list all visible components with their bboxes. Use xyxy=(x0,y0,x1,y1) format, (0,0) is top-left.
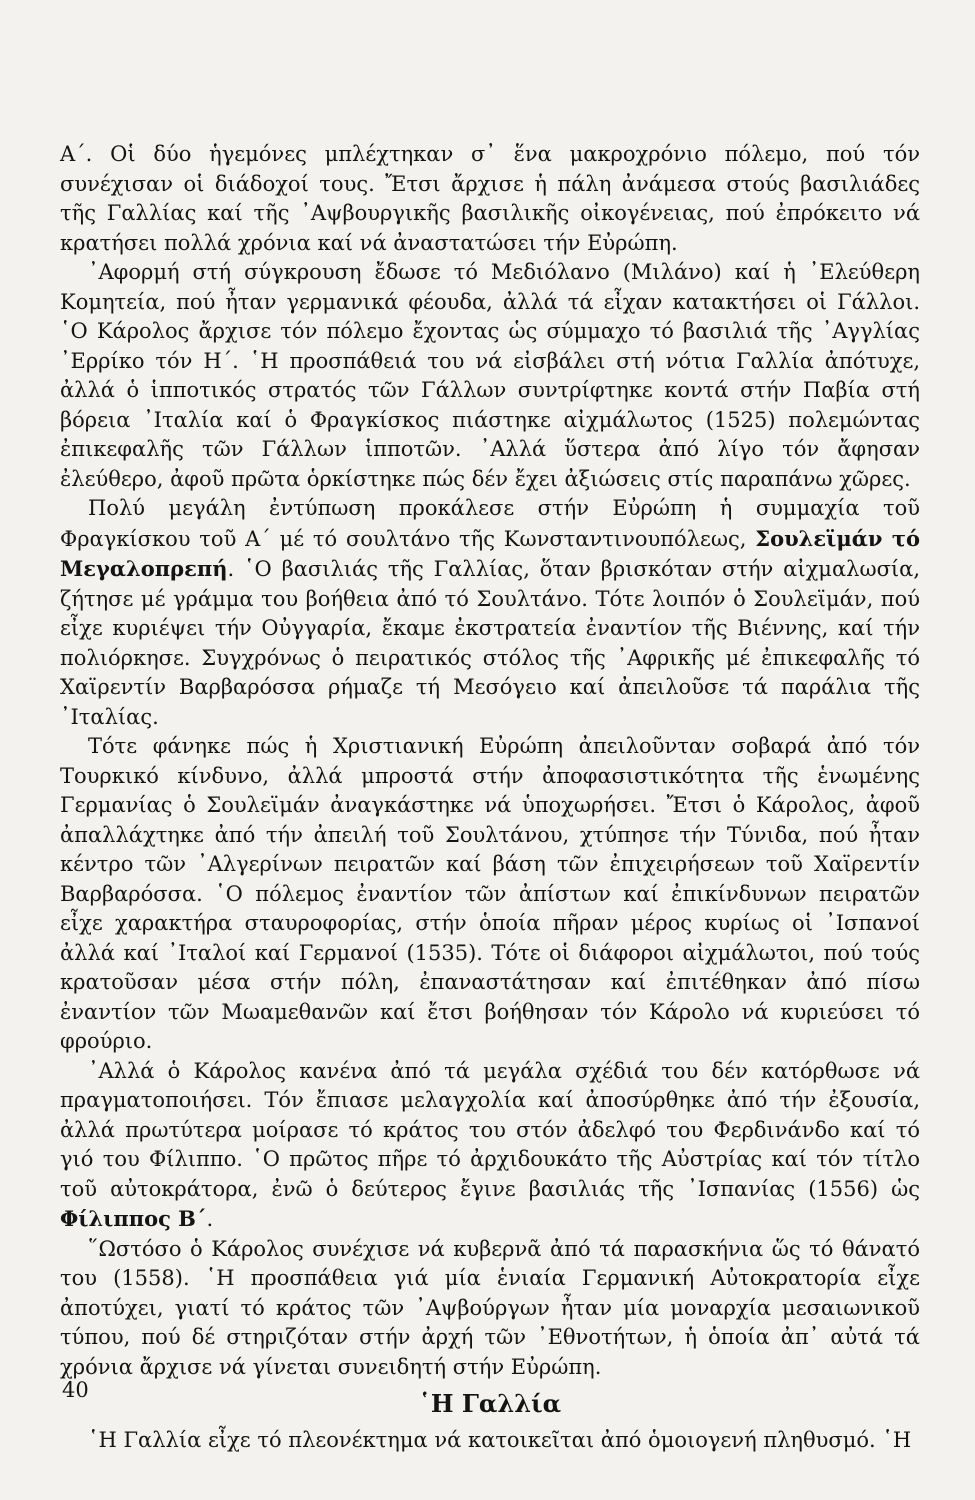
paragraph-5-text-a: ᾽Αλλά ὁ Κάρολος κανένα ἀπό τά μεγάλα σχέδιά του δέν κατόρθωσε νά πραγματοποιήσει. Τόν ἔπιασε μελαγχολία καί ἀποσύρθηκε ἀπό τήν ἐξουσία, ἀλλά πρωτύτερα μοίρασε τό κράτος του στόν ἀδελφό του Φερδινάνδο καί τό γιό του Φίλιππο. ῾Ο πρῶτος πῆρε τό ἀρχιδουκάτο τῆς Αὐστρίας καί τόν τίτλο τοῦ αὐτοκράτορα, ἐνῶ ὁ δεύτερος ἔγινε βασιλιάς τῆς ᾽Ισπανίας (1556) ὡς xyxy=(60,1058,920,1201)
paragraph-3 xyxy=(60,494,920,732)
page-body xyxy=(60,140,920,1456)
paragraph-3-text-b: . ῾Ο βασιλιάς τῆς Γαλλίας, ὅταν βρισκόταν στήν αἰχμαλωσία, ζήτησε μέ γράμμα του βοήθεια ἀπό τό Σουλτάνο. Τότε λοιπόν ὁ Σουλεϊμάν, πού εἶχε κυριέψει τήν Οὐγγαρία, ἔκαμε ἐκστρατεία ἐναντίον τῆς Βιέννης, καί τήν πολιόρκησε. Συγχρόνως ὁ πειρατικός στόλος τῆς ᾽Αφρικῆς μέ ἐπικεφαλῆς τό Χαϊρεντίν Βαρβαρόσσα ρήμαζε τή Μεσόγειο καί ἀπειλοῦσε τά παράλια τῆς ᾽Ιταλίας. xyxy=(60,557,920,729)
paragraph-2: ᾽Αφορμή στή σύγκρουση ἔδωσε τό Μεδιόλανο (Μιλάνο) καί ἡ ᾽Ελεύθερη Κομητεία, πού ἦταν γερμανικά φέουδα, ἀλλά τά εἶχαν κατακτήσει οἱ Γάλλοι. ῾Ο Κάρολος ἄρχισε τόν πόλεμο ἔχοντας ὡς σύμμαχο τό βασιλιά τῆς ᾽Αγγλίας ᾽Ερρίκο τόν Η΄. ῾Η προσπάθειά του νά εἰσβάλει στή νότια Γαλλία ἀπότυχε, ἀλλά ὁ ἱπποτικός στρατός τῶν Γάλλων συντρίφτηκε κοντά στήν Παβία στή βόρεια ᾽Ιταλία καί ὁ Φραγκίσκος πιάστηκε αἰχμάλωτος (1525) πολεμώντας ἐπικεφαλῆς τῶν Γάλλων ἱπποτῶν. ᾽Αλλά ὕστερα ἀπό λίγο τόν ἄφησαν ἐλεύθερο, ἀφοῦ πρῶτα ὁρκίστηκε πώς δέν ἔχει ἀξιώσεις στίς παραπάνω χῶρες. xyxy=(60,260,920,491)
paragraph-3-text-a: Πολύ μεγάλη ἐντύπωση προκάλεσε στήν Εὐρώπη ἡ συμμαχία τοῦ Φραγκίσκου τοῦ Α΄ μέ τό σουλτάνο τῆς Κωνσταντινουπόλεως, xyxy=(60,496,920,551)
section-heading-france: ῾Η Γαλλία xyxy=(418,1389,562,1418)
paragraph-6: ῞Ωστόσο ὁ Κάρολος συνέχισε νά κυβερνᾶ ἀπό τά παρασκήνια ὥς τό θάνατό του (1558). ῾Η προσπάθεια γιά μία ἑνιαία Γερμανική Αὐτοκρατορία εἶχε ἀποτύχει, γιατί τό κράτος τῶν ᾽Αψβούργων ἦταν μία μοναρχία μεσαιωνικοῦ τύπου, πού δέ στηριζόταν στήν ἀρχή τῶν ᾽Εθνοτήτων, ἡ ὁποία ἀπ᾽ αὐτά τά χρόνια ἄρχισε νά γίνεται συνειδητή στήν Εὐρώπη. xyxy=(60,1236,920,1379)
philip-name: Φίλιππος Β΄ xyxy=(60,1206,207,1231)
paragraph-5-text-b: . xyxy=(206,1207,214,1231)
paragraph-1: Α΄. Οἱ δύο ἡγεμόνες μπλέχτηκαν σ᾽ ἕνα μακροχρόνιο πόλεμο, πού τόν συνέχισαν οἱ διάδοχοί τους. Ἔτσι ἄρχισε ἡ πάλη ἀνάμεσα στούς βασιλιάδες τῆς Γαλλίας καί τῆς ᾽Αψβουργικῆς βασιλικῆς οἰκογένειας, πού ἐπρόκειτο νά κρατήσει πολλά χρόνια καί νά ἀναστατώσει τήν Εὐρώπη. xyxy=(60,142,920,255)
paragraph-7: ῾Η Γαλλία εἶχε τό πλεονέκτημα νά κατοικεῖται ἀπό ὁμοιογενή πληθυσμό. ῾Η xyxy=(88,1428,912,1452)
paragraph-4: Τότε φάνηκε πώς ἡ Χριστιανική Εὐρώπη ἀπειλοῦνταν σοβαρά ἀπό τόν Τουρκικό κίνδυνο, ἀλλά μπροστά στήν ἀποφασιστικότητα τῆς ἑνωμένης Γερμανίας ὁ Σουλεϊμάν ἀναγκάστηκε νά ὑποχωρήσει. Ἔτσι ὁ Κάρολος, ἀφοῦ ἀπαλλάχτηκε ἀπό τήν ἀπειλή τοῦ Σουλτάνου, χτύπησε τήν Τύνιδα, πού ἦταν κέντρο τῶν ᾽Αλγερίνων πειρατῶν καί βάση τῶν ἐπιχειρήσεων τοῦ Χαϊρεντίν Βαρβαρόσσα. ῾Ο πόλεμος ἐναντίον τῶν ἀπίστων καί ἐπικίνδυνων πειρατῶν εἶχε χαρακτήρα σταυροφορίας, στήν ὁποία πῆραν μέρος κυρίως οἱ ᾽Ισπανοί ἀλλά καί ᾽Ιταλοί καί Γερμανοί (1535). Τότε οἱ διάφοροι αἰχμάλωτοι, πού τούς κρατοῦσαν μέσα στήν πόλη, ἐπαναστάτησαν καί ἐπιτέθηκαν ἀπό πίσω ἐναντίον τῶν Μωαμεθανῶν καί ἔτσι βοήθησαν τόν Κάρολο νά κυριεύσει τό φρούριο. xyxy=(60,734,920,1053)
page-number: 40 xyxy=(62,1378,89,1402)
suleiman-name: Σουλεϊμάν τό Μεγαλοπρεπή xyxy=(60,525,920,581)
paragraph-5 xyxy=(60,1057,920,1235)
